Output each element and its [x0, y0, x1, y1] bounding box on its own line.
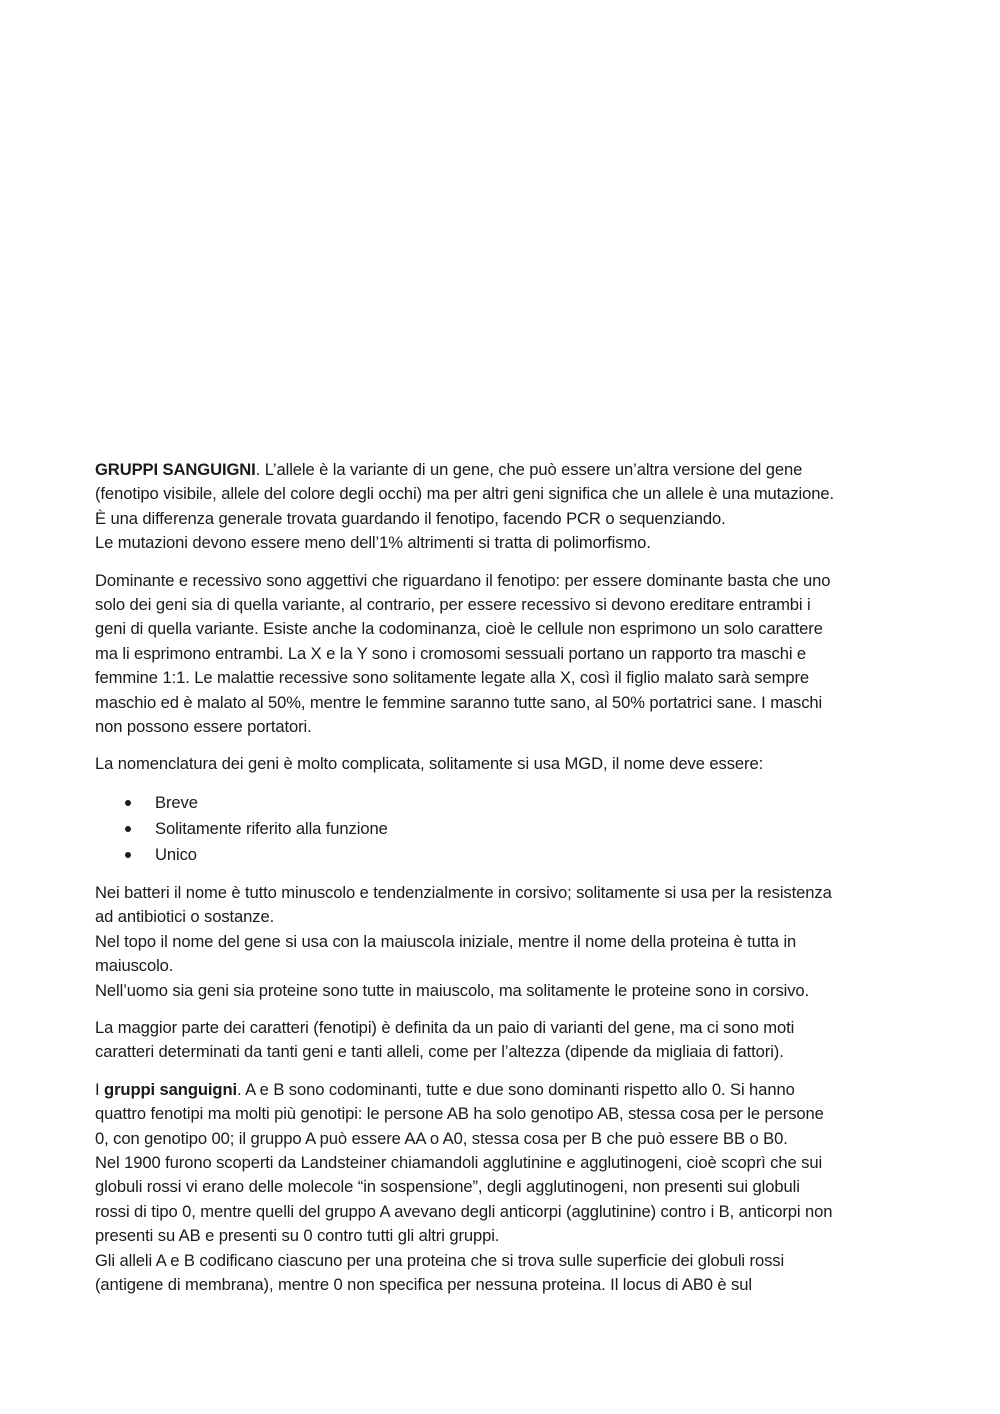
paragraph-blood-groups — [95, 1078, 910, 1298]
paragraph-dominance — [95, 569, 910, 740]
text-line: non possono essere portatori. — [95, 717, 312, 737]
bold-term: gruppi sanguigni — [104, 1079, 238, 1099]
section-heading: GRUPPI SANGUIGNI — [95, 460, 256, 479]
text-line: Gli alleli A e B codificano ciascuno per una proteina che si trova sulle superficie dei globuli rossi — [95, 1250, 785, 1270]
text-line: Le mutazioni devono essere meno dell’1% altrimenti si tratta di polimorfismo. — [95, 533, 651, 553]
text-line: Nell’uomo sia geni sia proteine sono tutte in maiuscolo, ma solitamente le proteine sono in corsivo. — [95, 980, 810, 1000]
text-line: È una differenza generale trovata guardando il fenotipo, facendo PCR o sequenziando. — [95, 508, 726, 528]
paragraph-naming-species — [95, 881, 910, 1003]
bullet-icon — [125, 826, 131, 832]
text-line: ma li esprimono entrambi. La X e la Y sono i cromosomi sessuali portano un rapporto tra maschi e — [95, 643, 807, 663]
text-line: solo dei geni sia di quella variante, al contrario, per essere recessivo si devono ereditare entrambi i — [95, 595, 811, 615]
list-item: Breve — [95, 790, 910, 816]
text-line: quattro fenotipi ma molti più genotipi: le persone AB ha solo genotipo AB, stessa cosa per le persone — [95, 1104, 824, 1124]
bullet-icon — [125, 852, 131, 858]
text-line: (fenotipo visibile, allele del colore degli occhi) ma per altri geni significa che un allele è una mutazione. — [95, 484, 835, 504]
text-line: femmine 1:1. Le malattie recessive sono solitamente legate alla X, così il figlio malato sarà sempre — [95, 668, 810, 688]
document-body — [95, 458, 910, 1310]
text-line: maschio ed è malato al 50%, mentre le femmine saranno tutte sano, al 50% portatrici sane. I maschi — [95, 692, 823, 712]
list-item: Unico — [95, 842, 910, 868]
text-line: Dominante e recessivo sono aggettivi che riguardano il fenotipo: per essere dominante basta che uno — [95, 570, 831, 590]
text-line: La nomenclatura dei geni è molto complicata, solitamente si usa MGD, il nome deve essere: — [95, 754, 764, 774]
text-line: La maggior parte dei caratteri (fenotipi) è definita da un paio di varianti del gene, ma ci sono moti — [95, 1017, 795, 1037]
text-line: 0, con genotipo 00; il gruppo A può essere AA o A0, stessa cosa per B che può essere BB o B0. — [95, 1128, 788, 1148]
text-line: presenti su AB e presenti su 0 contro tutti gli altri gruppi. — [95, 1226, 500, 1246]
text-line: Nel topo il nome del gene si usa con la maiuscola iniziale, mentre il nome della proteina è tutta in — [95, 931, 797, 951]
text-line: globuli rossi vi erano delle molecole “in sospensione”, degli agglutinogeni, non presenti sui globuli — [95, 1177, 800, 1197]
text-line: Nel 1900 furono scoperti da Landsteiner chiamandoli agglutinine e agglutinogeni, cioè scoprì che sui — [95, 1152, 823, 1172]
text-line: rossi di tipo 0, mentre quelli del gruppo A avevano degli anticorpi (agglutinine) contro i B, anticorpi non — [95, 1201, 833, 1221]
text-line: maiuscolo. — [95, 956, 174, 976]
list-item: Solitamente riferito alla funzione — [95, 816, 910, 842]
bullet-list — [95, 790, 910, 868]
bullet-icon — [125, 800, 131, 806]
paragraph-phenotypes — [95, 1016, 910, 1065]
paragraph-nomenclature — [95, 752, 910, 776]
text-line: Nei batteri il nome è tutto minuscolo e tendenzialmente in corsivo; solitamente si usa per la resistenza — [95, 882, 832, 902]
text-line: caratteri determinati da tanti geni e tanti alleli, come per l’altezza (dipende da migliaia di fattori). — [95, 1042, 784, 1062]
text-line: GRUPPI SANGUIGNI. L’allele è la variante di un gene, che può essere un’altra versione del gene — [95, 460, 803, 479]
paragraph-intro — [95, 458, 910, 556]
text-line: I gruppi sanguigni. A e B sono codominanti, tutte e due sono dominanti rispetto allo 0. Si hanno — [95, 1079, 795, 1099]
text-line: geni di quella variante. Esiste anche la codominanza, cioè le cellule non esprimono un solo carattere — [95, 619, 823, 639]
text-line: ad antibiotici o sostanze. — [95, 907, 275, 927]
text-line: (antigene di membrana), mentre 0 non specifica per nessuna proteina. Il locus di AB0 è sul — [95, 1274, 752, 1294]
